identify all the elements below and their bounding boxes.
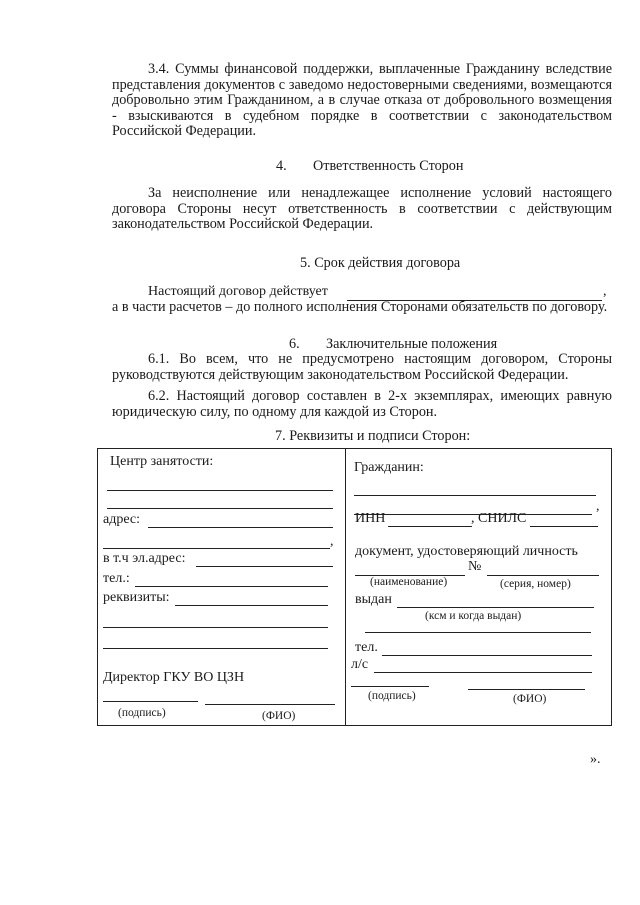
clause-6-2: 6.2. Настоящий договор составлен в 2-х экземплярах, имеющих равную юридическую силу, по одному для каждой из Сторон. [112,388,612,420]
closing-quote: ». [590,752,601,767]
employment-center-name-line-1 [107,490,333,491]
director-fio-caption: (ФИО) [262,710,296,722]
document-number-sign: № [468,559,482,574]
issued-caption: (ксм и когда выдан) [425,610,522,622]
director-signature-line [103,701,198,702]
account-label: л/с [351,657,369,672]
citizen-phone-line [382,655,592,656]
employment-center-name-line-2 [107,508,333,509]
snils-label: , СНИЛС [471,511,527,526]
section-4-title: Ответственность Сторон [313,158,464,174]
requisites-table-divider [345,448,346,726]
inn-line [388,526,472,527]
citizen-name-line-1 [354,495,596,496]
inn-label: ИНН [355,511,386,526]
employment-center-phone-line [135,586,328,587]
requisites-label: реквизиты: [103,590,170,605]
address-comma: , [330,534,334,549]
issued-line [397,607,594,608]
issued-label: выдан [355,592,392,607]
section-4-number: 4. [276,158,287,174]
clause-6-1: 6.1. Во всем, что не предусмотрено настоящим договором, Стороны руководствуются действующим законодательством Российской Федерации. [112,351,612,383]
requisites-line-2 [103,627,328,628]
citizen-phone-label: тел. [355,640,378,655]
document-name-caption: (наименование) [370,576,448,588]
citizen-name-comma: , [596,499,600,514]
section-6-number: 6. [289,336,300,352]
document-number-line [487,575,599,576]
clause-3-4: 3.4. Суммы финансовой поддержки, выплаченные Гражданину вследствие представления документов с заведомо недостоверными сведениями, возмещаются добровольно этим Гражданином, а в случае отказа от добровольного возмещения - взыскиваются в судебном порядке в соответствии с законодательством Российской Федерации. [112,61,612,139]
director-title: Директор ГКУ ВО ЦЗН [103,670,245,685]
address-line-2 [103,548,330,549]
employment-center-header: Центр занятости: [110,454,214,469]
email-line [196,566,333,567]
citizen-signature-line [351,686,429,687]
email-label: в т.ч эл.адрес: [103,551,186,566]
address-line-1 [148,527,333,528]
citizen-fio-caption: (ФИО) [513,693,547,705]
section-6-title: Заключительные положения [326,336,498,352]
citizen-fio-line [468,689,585,690]
validity-label: Настоящий договор действует [148,284,328,299]
validity-continuation: а в части расчетов – до полного исполнения Сторонами обязательств по договору. [112,299,608,315]
issued-line-2 [365,632,591,633]
director-fio-line [205,704,335,705]
section-5-title: 5. Срок действия договора [300,255,461,271]
requisites-line-3 [103,648,328,649]
requisites-line-1 [175,605,328,606]
director-signature-caption: (подпись) [118,707,166,719]
validity-comma: , [603,284,607,299]
employment-center-phone-label: тел.: [103,571,130,586]
section-4-text: За неисполнение или ненадлежащее исполнение условий настоящего договора Стороны несут ответственность в соответствии с действующим законодательством Российской Федерации. [112,185,612,232]
document-series-caption: (серия, номер) [500,578,571,590]
citizen-header: Гражданин: [354,460,424,475]
snils-line [530,526,598,527]
account-line [374,672,592,673]
identity-document-label: документ, удостоверяющий личность [355,544,578,559]
address-label: адрес: [103,512,141,527]
citizen-signature-caption: (подпись) [368,690,416,702]
section-7-title: 7. Реквизиты и подписи Сторон: [275,428,471,444]
